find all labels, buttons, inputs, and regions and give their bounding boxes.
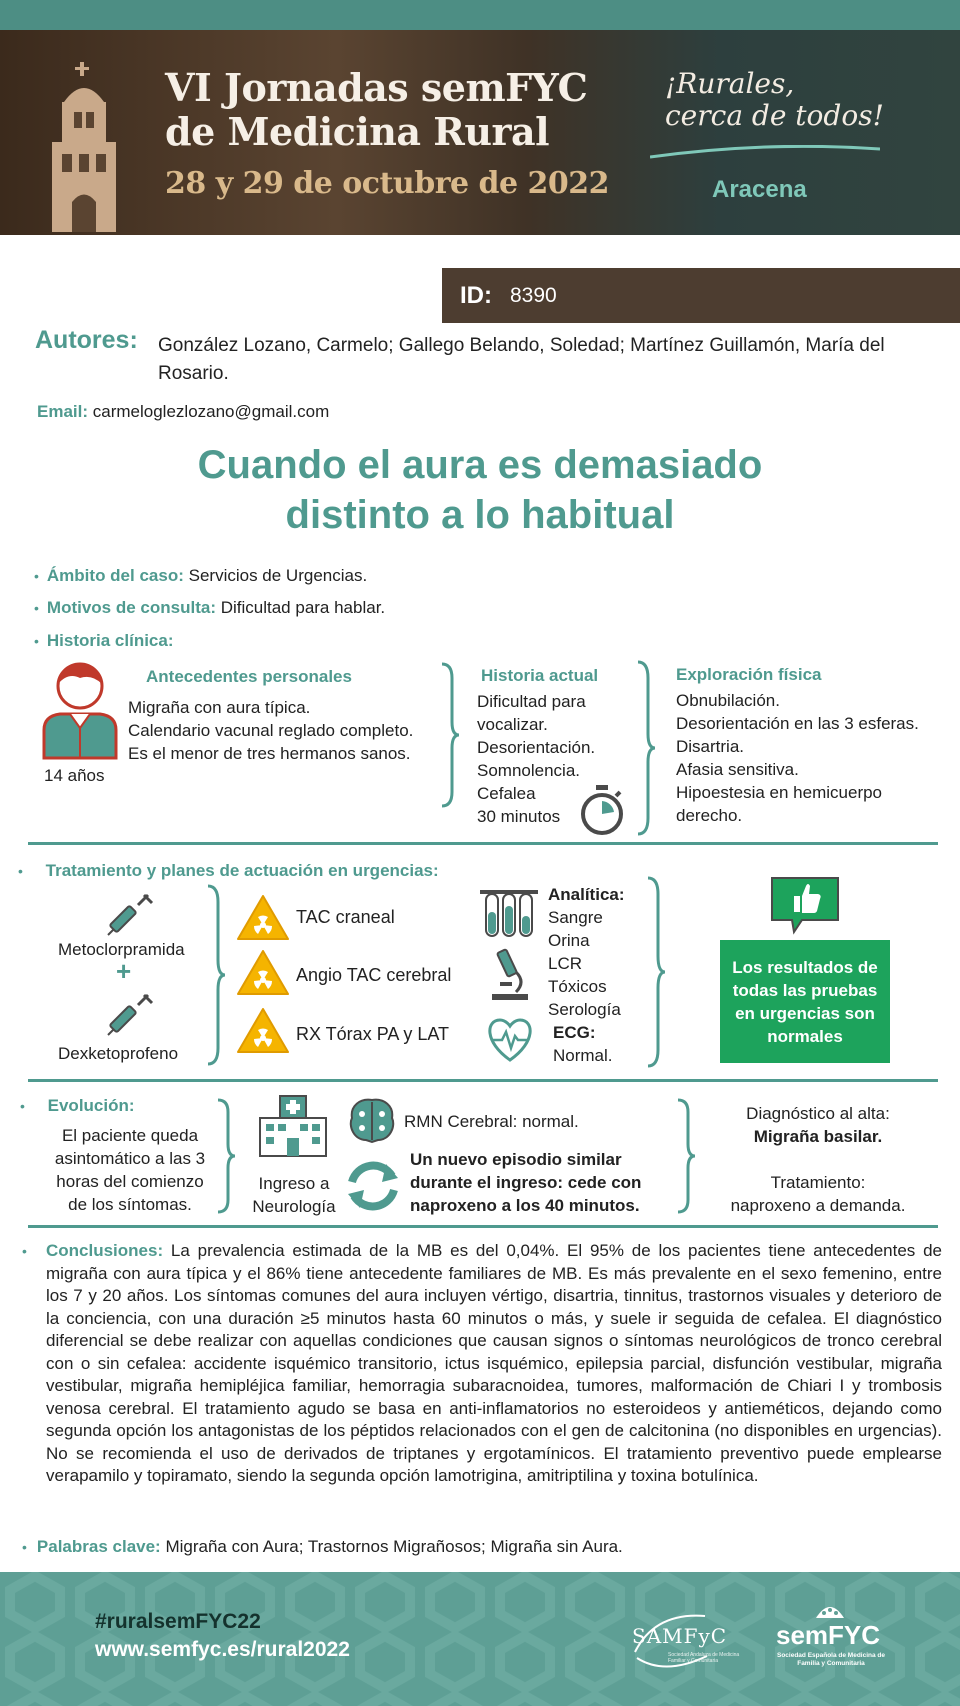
- ingreso-line: Ingreso a: [258, 1174, 330, 1193]
- email: [37, 402, 329, 422]
- exploracion-list: [676, 689, 919, 827]
- chapel-icon: [44, 62, 124, 232]
- spacer: [704, 1148, 932, 1171]
- bullet-dot: •: [18, 863, 23, 879]
- email-value: carmeloglezlozano@gmail.com: [92, 402, 330, 421]
- event-title-line-2: de Medicina Rural: [165, 109, 550, 154]
- evolucion-line: El paciente queda: [61, 1126, 199, 1145]
- heart-ecg-icon: [484, 1016, 536, 1062]
- analitica-item: Serología: [548, 1000, 621, 1019]
- exploracion-line: Obnubilación.: [676, 691, 780, 710]
- evolucion-text: [40, 1124, 220, 1216]
- section-divider: [28, 842, 938, 845]
- authors-value: González Lozano, Carmelo; Gallego Belando, Soledad; Martínez Guillamón, María del Rosario.: [158, 335, 885, 384]
- motivos-value: Dificultad para hablar.: [220, 598, 386, 617]
- bullet-dot: •: [34, 568, 39, 584]
- case-title-line-1: Cuando el aura es demasiado: [197, 443, 763, 487]
- palabras-clave: [22, 1537, 623, 1557]
- conclusiones: [22, 1240, 942, 1488]
- refresh-icon: [344, 1158, 402, 1214]
- plus-sign: +: [116, 956, 132, 986]
- swoosh-decoration: [650, 145, 880, 159]
- rmn-result: RMN Cerebral: normal.: [404, 1112, 579, 1131]
- footer: [0, 1572, 960, 1706]
- episodio-line: naproxeno a los 40 minutos.: [410, 1196, 640, 1215]
- bullet-historia: [34, 631, 174, 651]
- event-title-line-1: VI Jornadas semFYC: [165, 65, 588, 110]
- diagnostico-label: Diagnóstico al alta:: [746, 1104, 890, 1123]
- results-box: Los resultados de todas las pruebas en urgencias son normales: [720, 940, 890, 1063]
- ecg-value: Normal.: [553, 1046, 613, 1065]
- historia-actual-heading: Historia actual: [481, 666, 599, 685]
- evolucion-line: asintomático a las 3: [54, 1149, 206, 1168]
- bullet-motivos: [34, 598, 385, 618]
- historia-actual-line: Dificultad para: [477, 692, 586, 711]
- ingreso-line: Neurología: [252, 1197, 336, 1216]
- diagnostico-value: Migraña basilar.: [753, 1127, 883, 1146]
- patient-age: 14 años: [44, 766, 105, 785]
- radiation-hazard-icon: [236, 948, 290, 996]
- hospital-icon: [256, 1094, 330, 1158]
- section-divider: [28, 1225, 938, 1228]
- slogan-line-1: ¡Rurales,: [665, 67, 795, 100]
- bullet-dot: •: [34, 633, 39, 649]
- exploracion-heading: Exploración física: [676, 665, 822, 684]
- evolucion-line: horas del comienzo: [56, 1172, 204, 1191]
- brace-right-1: [440, 662, 460, 808]
- event-place: Aracena: [712, 176, 807, 203]
- section-divider: [28, 1079, 938, 1082]
- brain-icon: [346, 1096, 398, 1146]
- case-title-line-2: distinto a lo habitual: [285, 493, 675, 537]
- drug-1: Metoclorpramida: [58, 940, 185, 959]
- historia-actual-line: 30 minutos: [477, 807, 561, 826]
- episodio-line: durante el ingreso: cede con: [410, 1173, 642, 1192]
- brace-right-4: [646, 876, 666, 1068]
- stopwatch-icon: [578, 784, 626, 836]
- episodio-line: Un nuevo episodio similar: [410, 1150, 622, 1169]
- brace-right-2: [636, 660, 656, 836]
- motivos-label: Motivos de consulta:: [46, 598, 216, 617]
- semfyc-logo-icon: [814, 1602, 846, 1620]
- bullet-tratamiento: [18, 861, 439, 881]
- brace-right-3: [206, 884, 226, 1066]
- ambito-label: Ámbito del caso:: [46, 566, 184, 585]
- keywords-value: Migraña con Aura; Trastornos Migrañosos; Migraña sin Aura.: [165, 1537, 623, 1556]
- patient-icon: [40, 658, 120, 760]
- microscope-icon: [486, 948, 534, 1002]
- bullet-dot: •: [20, 1098, 25, 1114]
- email-label: Email:: [37, 402, 89, 421]
- imaging-3: RX Tórax PA y LAT: [296, 1024, 450, 1044]
- exploracion-line: Desorientación en las 3 esferas.: [676, 714, 919, 733]
- ecg-block: [553, 1021, 613, 1067]
- antecedentes-line: Calendario vacunal reglado completo.: [128, 721, 414, 740]
- conclusiones-text: La prevalencia estimada de la MB es del 0,04%. El 95% de los pacientes tiene antecedentes de migraña con aura típica y el 86% tiene antecedente familiares de MB. Es más prevalente en el sexo femenino, entre los 7 y 20 años. Los síntomas comunes del aura incluyen vértigo, disartria, tinnitus, trastornos visuales y deterioro de la conciencia, con una duración ≥5 minutos hasta 60 minutos o más, y suele ir seguida de cefalea. El diagnóstico diferencial se debe realizar con aquellas condiciones que causan signos o síntomas neurológicos de tronco cerebral con o sin cefalea: accidente isquémico transitorio, ictus isquémico, epilepsia parcial, disfunción vestibular, migraña vestibular, migraña hemipléjica familiar, hemorragia subaracnoidea, tumores, malformación de Chiari I y trombosis venosa cerebral. El tratamiento agudo se basa en anti-inflamatorios no esteroideos y antieméticos, dejando como segunda opción los antagonistas de los péptidos relacionados con el gen de calcitonina (no disponibles en urgencias). No se recomienda el uso de derivados de triptanes y ergotamínicos. El tratamiento preventivo puede emplearse verapamilo y topiramato, siendo la segunda opción lamotrigina, amitriptilina y toxina botulínica.: [46, 1241, 942, 1485]
- brace-right-6: [676, 1098, 696, 1214]
- imaging-2: Angio TAC cerebral: [296, 965, 452, 985]
- analitica-item: LCR: [548, 954, 583, 973]
- footer-hashtag: #ruralsemFYC22: [95, 1610, 261, 1633]
- historia-label: Historia clínica:: [46, 631, 174, 650]
- event-banner: [0, 0, 960, 235]
- historia-actual-line: Cefalea: [477, 784, 536, 803]
- antecedentes-list: [128, 696, 413, 765]
- historia-actual-line: Desorientación.: [477, 738, 596, 757]
- footer-url[interactable]: www.semfyc.es/rural2022: [95, 1638, 350, 1661]
- bullet-evolucion: [20, 1096, 135, 1116]
- radiation-hazard-icon: [236, 893, 290, 941]
- syringe-icon: [104, 893, 156, 939]
- ingreso-text: [246, 1172, 342, 1218]
- conclusiones-label: Conclusiones:: [46, 1241, 164, 1260]
- ecg-label: ECG:: [553, 1023, 596, 1042]
- slogan-line-2: cerca de todos!: [665, 99, 884, 132]
- semfyc-subtitle: Sociedad Española de Medicina de Familia y Comunitaria: [776, 1652, 885, 1667]
- diagnostico-block: [704, 1102, 932, 1217]
- event-dates: 28 y 29 de octubre de 2022: [165, 166, 610, 201]
- syringe-icon: [104, 993, 156, 1039]
- episodio-text: [410, 1148, 641, 1217]
- banner-top-band: [0, 0, 960, 30]
- historia-actual-line: vocalizar.: [477, 715, 548, 734]
- tratamiento-alta-label: Tratamiento:: [770, 1173, 866, 1192]
- radiation-hazard-icon: [236, 1006, 290, 1054]
- abstract-id: [442, 268, 960, 323]
- bullet-dot: •: [34, 600, 39, 616]
- authors-label: Autores:: [35, 326, 138, 354]
- test-tubes-icon: [478, 888, 540, 940]
- exploracion-line: Afasia sensitiva.: [676, 760, 799, 779]
- bullet-dot: •: [22, 1243, 27, 1259]
- antecedentes-line: Migraña con aura típica.: [128, 698, 311, 717]
- exploracion-line: Disartria.: [676, 737, 745, 756]
- analitica-list: [548, 883, 625, 1021]
- tratamiento-label: Tratamiento y planes de actuación en urgencias:: [45, 861, 439, 880]
- exploracion-line: derecho.: [676, 806, 743, 825]
- exploracion-line: Hipoestesia en hemicuerpo: [676, 783, 883, 802]
- event-title: [165, 66, 587, 154]
- samfyc-name: SAMFyC: [632, 1624, 728, 1648]
- evolucion-line: de los síntomas.: [68, 1195, 192, 1214]
- thumbs-up-icon: [768, 874, 842, 936]
- drug-2: Dexketoprofeno: [58, 1044, 179, 1063]
- event-slogan: [665, 68, 884, 132]
- antecedentes-heading: Antecedentes personales: [146, 667, 352, 686]
- id-label: ID:: [460, 281, 492, 309]
- id-value: 8390: [510, 283, 557, 307]
- conclusiones-paragraph: [46, 1240, 942, 1488]
- evolucion-label: Evolución:: [47, 1096, 135, 1115]
- analitica-item: Tóxicos: [548, 977, 607, 996]
- tratamiento-alta-value: naproxeno a demanda.: [730, 1196, 906, 1215]
- semfyc-name: semFYC: [776, 1620, 881, 1650]
- bullet-dot: •: [22, 1539, 27, 1555]
- samfyc-subtitle: Sociedad Andaluza de Medicina Familiar y Comunitaria: [668, 1652, 740, 1664]
- analitica-item: Sangre: [548, 908, 603, 927]
- ambito-value: Servicios de Urgencias.: [188, 566, 368, 585]
- keywords-label: Palabras clave:: [36, 1537, 161, 1556]
- antecedentes-line: Es el menor de tres hermanos sanos.: [128, 744, 411, 763]
- case-title: [80, 440, 880, 540]
- analitica-item: Orina: [548, 931, 590, 950]
- historia-actual-line: Somnolencia.: [477, 761, 581, 780]
- analitica-label: Analítica:: [548, 885, 625, 904]
- imaging-1: TAC craneal: [296, 907, 395, 927]
- bullet-ambito: [34, 566, 367, 586]
- brace-right-5: [216, 1098, 236, 1214]
